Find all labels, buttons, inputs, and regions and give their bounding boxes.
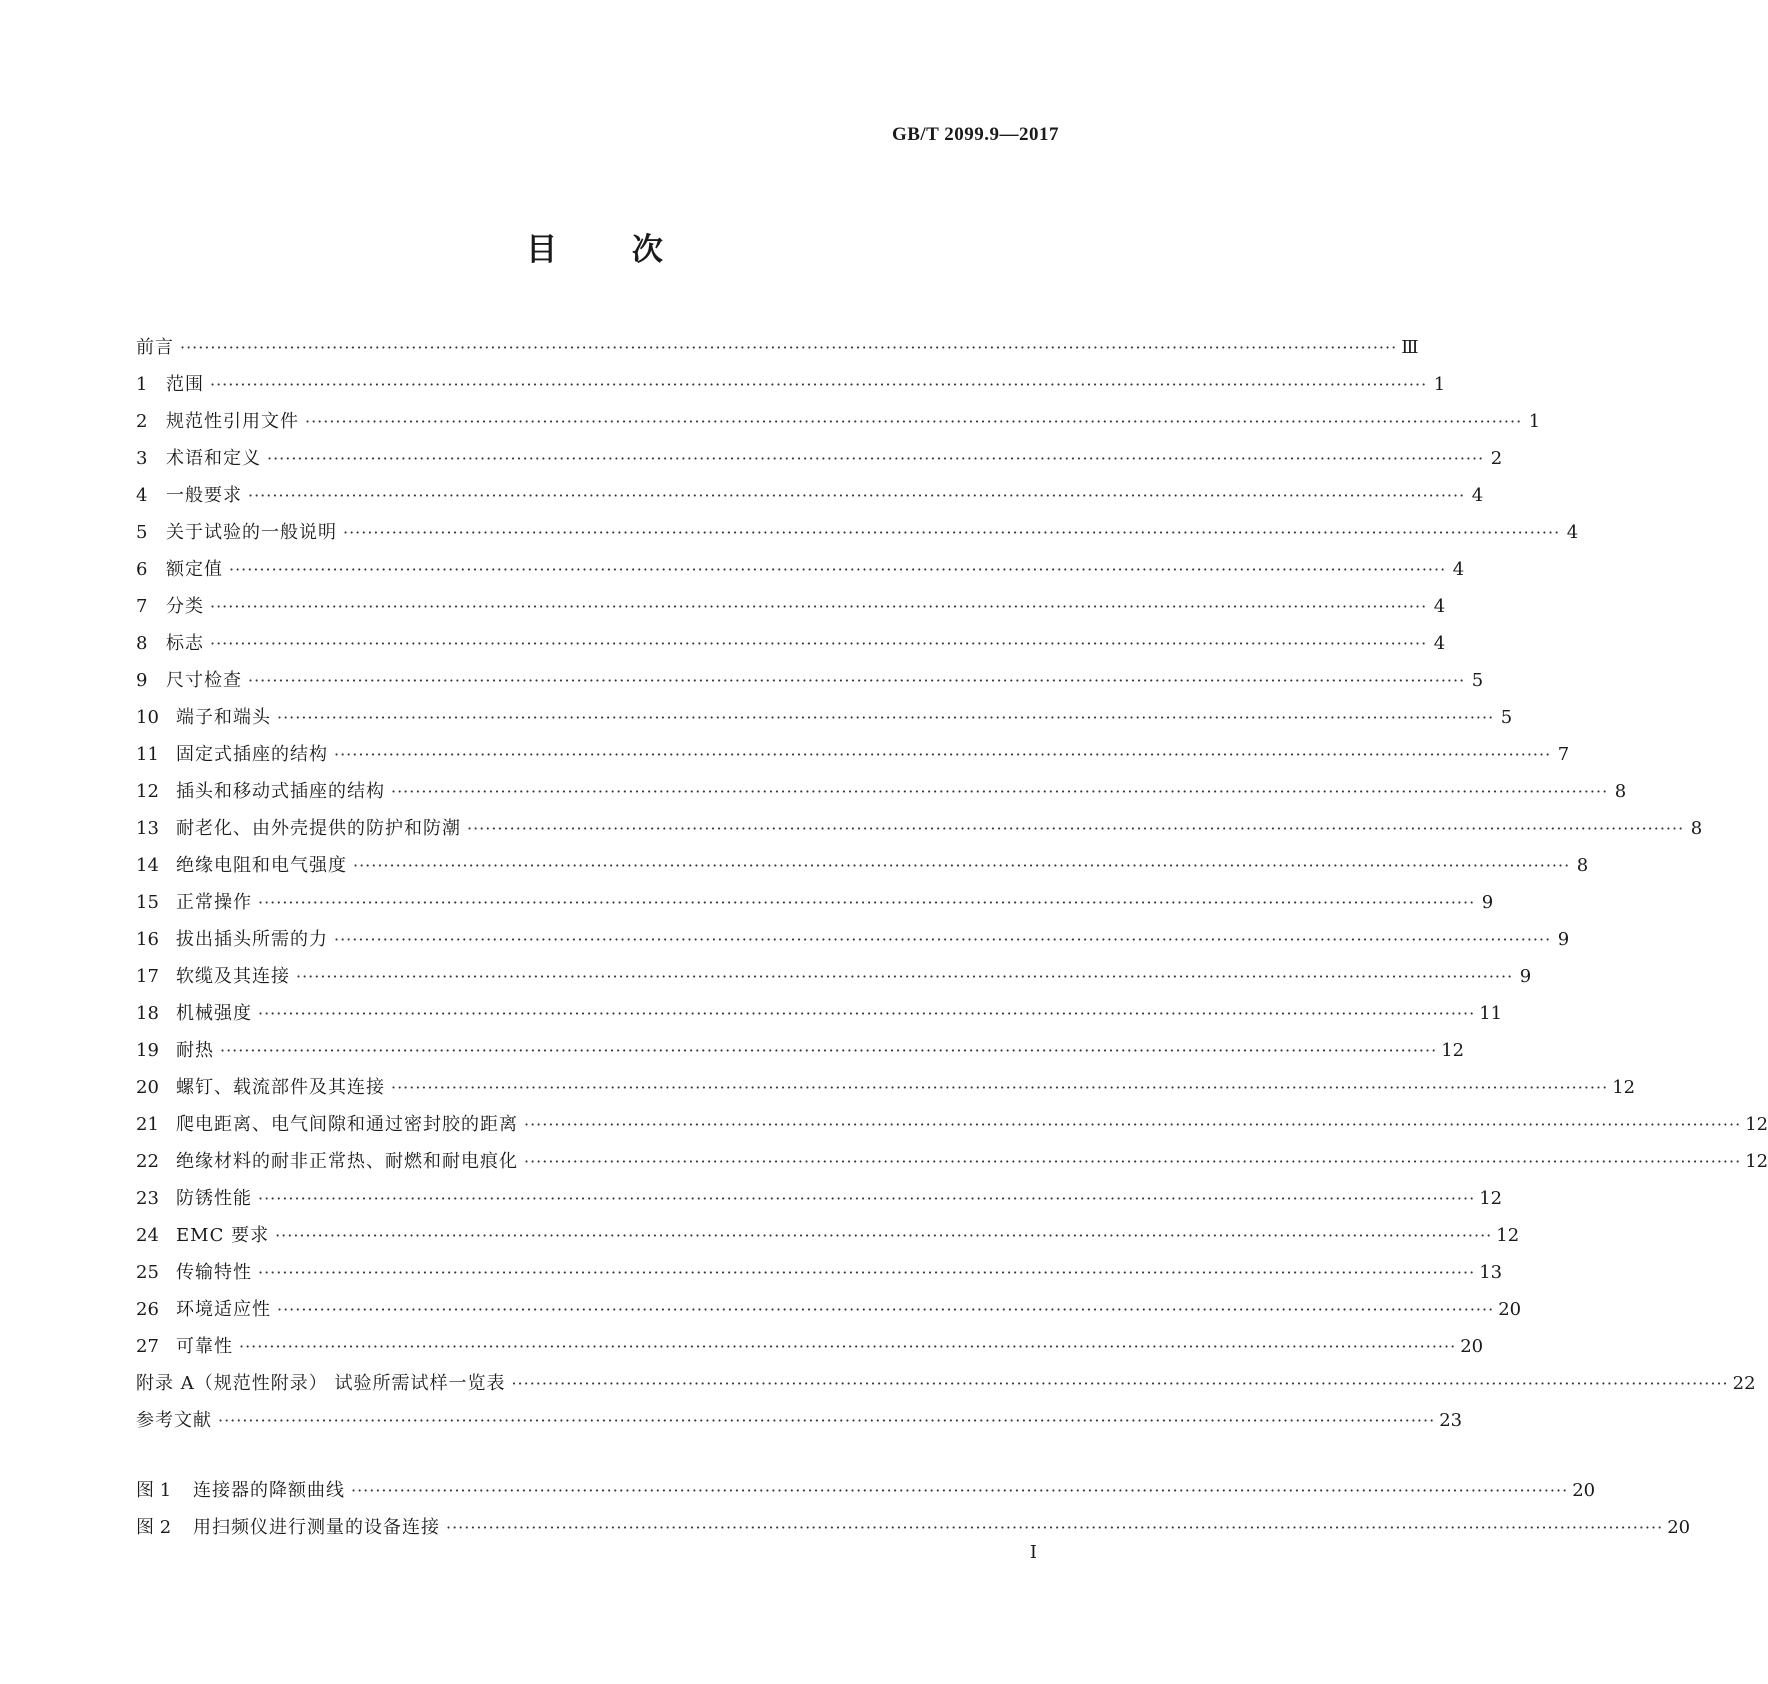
entry-title: 范围: [166, 374, 204, 395]
entry-page-number: 12: [1745, 1151, 1768, 1172]
dot-leader: ········································································································································································································: [258, 1189, 1476, 1208]
entry-title: 环境适应性: [176, 1299, 271, 1320]
entry-number: 7: [136, 596, 148, 617]
entry-number: 14: [136, 855, 159, 876]
entry-number: 2: [136, 411, 148, 432]
toc-entry[interactable]: [136, 1328, 1484, 1365]
table-of-contents: [136, 329, 1768, 1439]
page-number: Ⅰ: [1029, 1542, 1037, 1563]
toc-entry[interactable]: [136, 329, 1419, 366]
entry-number: 26: [136, 1299, 159, 1320]
dot-leader: ········································································································································································································: [229, 560, 1447, 579]
entry-number: 22: [136, 1151, 159, 1172]
entry-page-number: 12: [1441, 1040, 1465, 1061]
entry-title: 插头和移动式插座的结构: [176, 781, 385, 802]
entry-page-number: 13: [1479, 1262, 1503, 1283]
dot-leader: ········································································································································································································: [391, 1078, 1609, 1097]
entry-number: 18: [136, 1003, 159, 1024]
entry-page-number: 12: [1496, 1225, 1520, 1246]
toc-entry[interactable]: [136, 1069, 1636, 1106]
entry-title: 尺寸检查: [166, 670, 242, 691]
dot-leader: ········································································································································································································: [210, 375, 1428, 394]
dot-leader: ········································································································································································································: [296, 967, 1514, 986]
dot-leader: ········································································································································································································: [446, 1518, 1664, 1537]
entry-title: 用扫频仪进行测量的设备连接: [193, 1517, 440, 1538]
dot-leader: ········································································································································································································: [305, 412, 1523, 431]
entry-page-number: 4: [1452, 559, 1465, 580]
entry-number: 19: [136, 1040, 159, 1061]
entry-page-number: 4: [1566, 522, 1579, 543]
entry-title: 绝缘电阻和电气强度: [176, 855, 347, 876]
dot-leader: ········································································································································································································: [334, 745, 1552, 764]
entry-title: 耐热: [176, 1040, 214, 1061]
dot-leader: ········································································································································································································: [258, 1263, 1476, 1282]
standard-code: GB/T 2099.9—2017: [891, 124, 1059, 145]
entry-title: 标志: [166, 633, 204, 654]
entry-page-number: 8: [1614, 781, 1627, 802]
dot-leader: ········································································································································································································: [524, 1115, 1742, 1134]
dot-leader: ········································································································································································································: [277, 1300, 1495, 1319]
entry-number: 13: [136, 818, 159, 839]
entry-title: 防锈性能: [176, 1188, 252, 1209]
dot-leader: ········································································································································································································: [180, 338, 1398, 357]
entry-title: 耐老化、由外壳提供的防护和防潮: [176, 818, 461, 839]
dot-leader: ········································································································································································································: [210, 634, 1428, 653]
toc-entry[interactable]: [136, 884, 1494, 921]
dot-leader: ········································································································································································································: [258, 1004, 1476, 1023]
entry-page-number: 12: [1479, 1188, 1503, 1209]
entry-page-number: 20: [1460, 1336, 1484, 1357]
entry-page-number: 8: [1690, 818, 1703, 839]
entry-page-number: 1: [1433, 374, 1446, 395]
entry-number: 图 2: [136, 1517, 172, 1538]
entry-title: 传输特性: [176, 1262, 252, 1283]
toc-entry[interactable]: [136, 588, 1446, 625]
entry-page-number: 7: [1557, 744, 1570, 765]
entry-number: 17: [136, 966, 159, 987]
entry-number: 21: [136, 1114, 159, 1135]
entry-number: 10: [136, 707, 159, 728]
entry-page-number: 12: [1745, 1114, 1768, 1135]
dot-leader: ········································································································································································································: [391, 782, 1609, 801]
toc-entry[interactable]: [136, 1032, 1465, 1069]
dot-leader: ········································································································································································································: [467, 819, 1685, 838]
toc-entry[interactable]: [136, 958, 1532, 995]
entry-title: 分类: [166, 596, 204, 617]
figure-entry[interactable]: [136, 1472, 1596, 1509]
page-title: 目 次: [526, 232, 665, 268]
dot-leader: ········································································································································································································: [343, 523, 1561, 542]
dot-leader: ········································································································································································································: [210, 597, 1428, 616]
toc-entry[interactable]: [136, 810, 1703, 847]
entry-title: 正常操作: [176, 892, 252, 913]
dot-leader: ········································································································································································································: [524, 1152, 1742, 1171]
toc-entry[interactable]: [136, 995, 1503, 1032]
entry-title: 术语和定义: [166, 448, 261, 469]
entry-number: 15: [136, 892, 159, 913]
entry-page-number: 9: [1519, 966, 1532, 987]
entry-page-number: 8: [1576, 855, 1589, 876]
entry-title: 连接器的降额曲线: [193, 1480, 345, 1501]
dot-leader: ········································································································································································································: [248, 486, 1466, 505]
dot-leader: ········································································································································································································: [277, 708, 1495, 727]
toc-entry[interactable]: [136, 403, 1541, 440]
toc-entry[interactable]: [136, 921, 1570, 958]
dot-leader: ········································································································································································································: [239, 1337, 1457, 1356]
entry-number: 11: [136, 744, 159, 765]
toc-entry[interactable]: [136, 1291, 1522, 1328]
dot-leader: ········································································································································································································: [351, 1481, 1569, 1500]
toc-entry[interactable]: [136, 847, 1589, 884]
toc-entry[interactable]: [136, 1180, 1503, 1217]
entry-title: 附录 A（规范性附录） 试验所需试样一览表: [136, 1373, 506, 1394]
toc-entry[interactable]: [136, 1402, 1463, 1439]
entry-page-number: 20: [1667, 1517, 1691, 1538]
entry-title: 前言: [136, 337, 174, 358]
entry-title: 拔出插头所需的力: [176, 929, 328, 950]
entry-page-number: 9: [1481, 892, 1494, 913]
entry-page-number: 22: [1732, 1373, 1756, 1394]
entry-title: 额定值: [166, 559, 223, 580]
entry-page-number: 4: [1433, 596, 1446, 617]
entry-number: 3: [136, 448, 148, 469]
dot-leader: ········································································································································································································: [353, 856, 1571, 875]
entry-page-number: 20: [1498, 1299, 1522, 1320]
toc-entry[interactable]: [136, 736, 1570, 773]
toc-entry[interactable]: [136, 477, 1484, 514]
entry-page-number: 2: [1490, 448, 1503, 469]
entry-page-number: 23: [1439, 1410, 1463, 1431]
entry-title: EMC 要求: [176, 1225, 270, 1246]
toc-entry[interactable]: [136, 440, 1503, 477]
entry-number: 27: [136, 1336, 159, 1357]
entry-page-number: 9: [1557, 929, 1570, 950]
toc-entry[interactable]: [136, 551, 1465, 588]
entry-number: 1: [136, 374, 148, 395]
entry-number: 5: [136, 522, 148, 543]
entry-title: 端子和端头: [176, 707, 271, 728]
toc-entry[interactable]: [136, 1217, 1520, 1254]
entry-title: 绝缘材料的耐非正常热、耐燃和耐电痕化: [176, 1151, 518, 1172]
toc-entry[interactable]: [136, 1106, 1768, 1143]
figure-list: [136, 1472, 1691, 1546]
toc-entry[interactable]: [136, 699, 1513, 736]
entry-number: 20: [136, 1077, 159, 1098]
dot-leader: ········································································································································································································: [248, 671, 1466, 690]
entry-title: 固定式插座的结构: [176, 744, 328, 765]
entry-page-number: Ⅲ: [1401, 337, 1419, 358]
entry-number: 25: [136, 1262, 159, 1283]
entry-title: 爬电距离、电气间隙和通过密封胶的距离: [176, 1114, 518, 1135]
entry-page-number: 4: [1433, 633, 1446, 654]
dot-leader: ········································································································································································································: [334, 930, 1552, 949]
entry-page-number: 5: [1471, 670, 1484, 691]
dot-leader: ········································································································································································································: [267, 449, 1485, 468]
entry-title: 参考文献: [136, 1410, 212, 1431]
entry-number: 23: [136, 1188, 159, 1209]
toc-entry[interactable]: [136, 662, 1484, 699]
toc-entry[interactable]: [136, 625, 1446, 662]
toc-entry[interactable]: [136, 773, 1627, 810]
entry-page-number: 20: [1572, 1480, 1596, 1501]
dot-leader: ········································································································································································································: [218, 1411, 1436, 1430]
entry-page-number: 12: [1612, 1077, 1636, 1098]
entry-title: 机械强度: [176, 1003, 252, 1024]
toc-entry[interactable]: [136, 514, 1579, 551]
entry-page-number: 1: [1528, 411, 1541, 432]
entry-page-number: 11: [1479, 1003, 1503, 1024]
entry-number: 图 1: [136, 1480, 172, 1501]
entry-number: 24: [136, 1225, 159, 1246]
entry-title: 可靠性: [176, 1336, 233, 1357]
entry-title: 螺钉、载流部件及其连接: [176, 1077, 385, 1098]
figure-entry[interactable]: [136, 1509, 1691, 1546]
entry-title: 关于试验的一般说明: [166, 522, 337, 543]
entry-page-number: 4: [1471, 485, 1484, 506]
dot-leader: ········································································································································································································: [258, 893, 1476, 912]
entry-number: 4: [136, 485, 148, 506]
entry-number: 8: [136, 633, 148, 654]
toc-entry[interactable]: [136, 1365, 1756, 1402]
entry-number: 12: [136, 781, 159, 802]
toc-entry[interactable]: [136, 366, 1446, 403]
entry-number: 6: [136, 559, 148, 580]
entry-number: 9: [136, 670, 148, 691]
toc-entry[interactable]: [136, 1254, 1503, 1291]
entry-title: 一般要求: [166, 485, 242, 506]
dot-leader: ········································································································································································································: [220, 1041, 1438, 1060]
entry-title: 规范性引用文件: [166, 411, 299, 432]
entry-page-number: 5: [1500, 707, 1513, 728]
dot-leader: ········································································································································································································: [511, 1374, 1729, 1393]
toc-entry[interactable]: [136, 1143, 1768, 1180]
dot-leader: ········································································································································································································: [275, 1226, 1493, 1245]
entry-number: 16: [136, 929, 159, 950]
entry-title: 软缆及其连接: [176, 966, 290, 987]
